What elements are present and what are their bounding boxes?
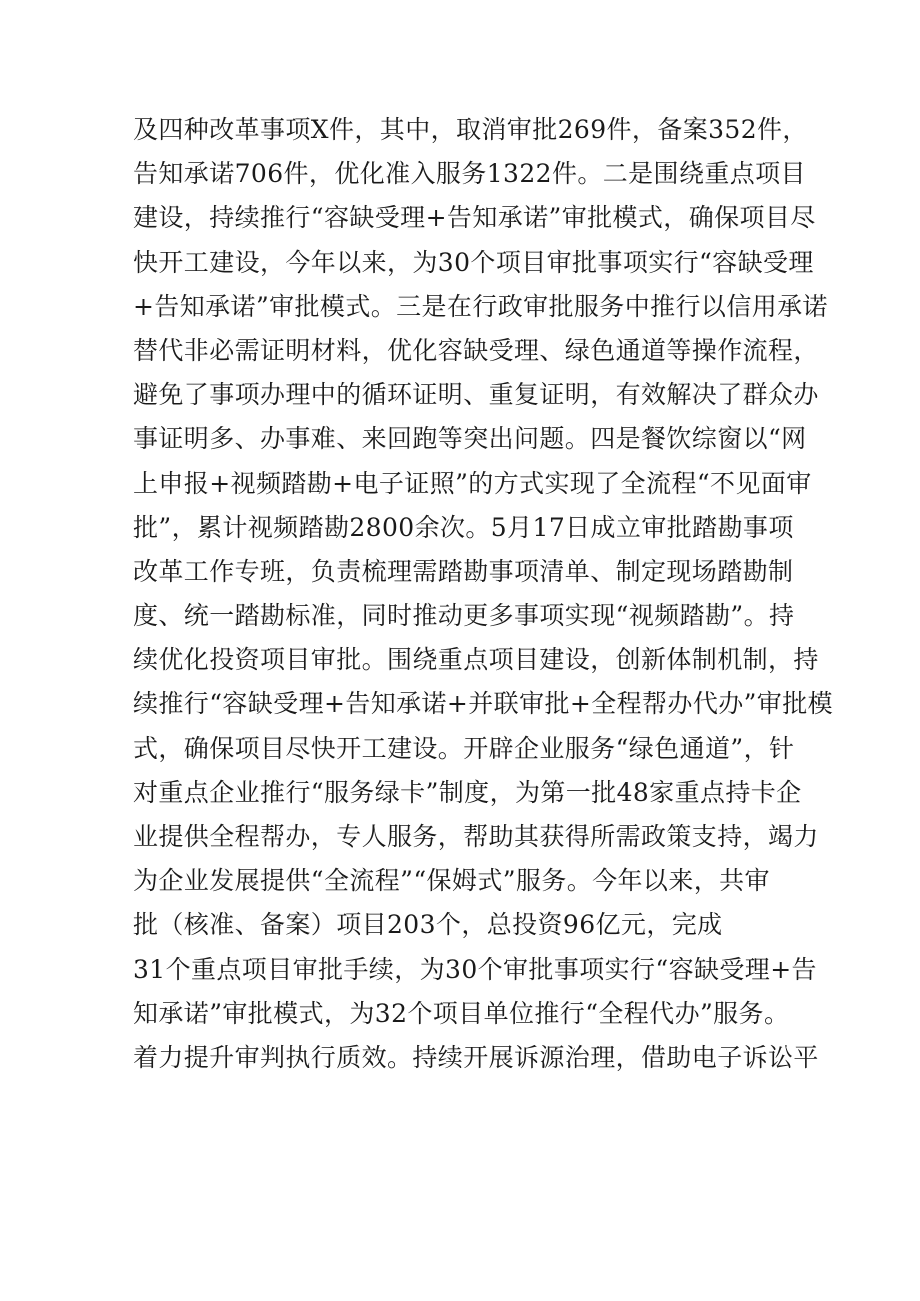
text-line-9: 上申报+视频踏勘+电子证照”的方式实现了全流程“不见面审 [133, 468, 812, 498]
text-line-1: 及四种改革事项X件，其中，取消审批269件，备案352件， [133, 115, 808, 144]
text-line-10: 批”，累计视频踏勘2800余次。5月17日成立审批踏勘事项 [133, 512, 794, 542]
text-line-21: 知承诺”审批模式，为32个项目单位推行“全程代办”服务。 [133, 998, 790, 1028]
text-line-19: 批（核准、备案）项目203个，总投资96亿元，完成 [133, 910, 723, 940]
text-line-22: 着力提升审判执行质效。持续开展诉源治理，借助电子诉讼平 [133, 1042, 819, 1072]
text-line-5: +告知承诺”审批模式。三是在行政审批服务中推行以信用承诺 [133, 291, 828, 321]
text-line-14: 续推行“容缺受理+告知承诺+并联审批+全程帮办代办”审批模 [133, 689, 834, 719]
text-line-18: 为企业发展提供“全流程”“保姆式”服务。今年以来，共审 [133, 866, 770, 896]
text-line-2: 告知承诺706件，优化准入服务1322件。二是围绕重点项目 [133, 159, 806, 189]
text-line-7: 避免了事项办理中的循环证明、重复证明，有效解决了群众办 [133, 380, 819, 410]
body-text [133, 108, 834, 1080]
text-line-8: 事证明多、办事难、来回跑等突出问题。四是餐饮综窗以“网 [133, 424, 807, 454]
text-line-16: 对重点企业推行“服务绿卡”制度，为第一批48家重点持卡企 [133, 777, 802, 807]
text-line-12: 度、统一踏勘标准，同时推动更多事项实现“视频踏勘”。持 [133, 601, 795, 631]
text-line-6: 替代非必需证明材料，优化容缺受理、绿色通道等操作流程， [133, 335, 819, 365]
text-line-11: 改革工作专班，负责梳理需踏勘事项清单、制定现场踏勘制 [133, 556, 794, 586]
text-line-15: 式，确保项目尽快开工建设。开辟企业服务“绿色通道”，针 [133, 733, 795, 763]
text-line-20: 31个重点项目审批手续，为30个审批事项实行“容缺受理+告 [133, 954, 817, 984]
text-line-13: 续优化投资项目审批。围绕重点项目建设，创新体制机制，持 [133, 645, 819, 675]
text-line-3: 建设，持续推行“容缺受理+告知承诺”审批模式，确保项目尽 [133, 203, 816, 233]
text-line-4: 快开工建设，今年以来，为30个项目审批事项实行“容缺受理 [133, 247, 814, 277]
text-line-17: 业提供全程帮办，专人服务，帮助其获得所需政策支持，竭力 [133, 822, 819, 851]
